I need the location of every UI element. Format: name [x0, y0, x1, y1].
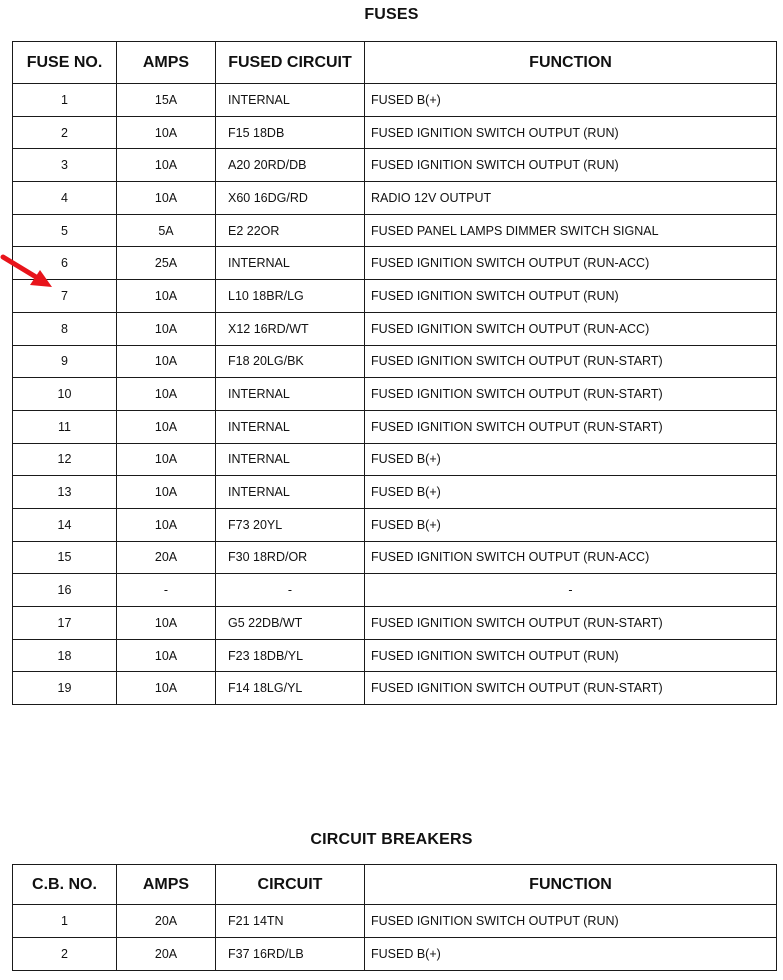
circuit-cell: F23 18DB/YL	[216, 639, 365, 672]
function-cell: FUSED IGNITION SWITCH OUTPUT (RUN-ACC)	[365, 247, 777, 280]
amps-cell: 25A	[117, 247, 216, 280]
header-circuit: CIRCUIT	[216, 865, 365, 905]
fuse-row	[13, 607, 777, 640]
header-function: FUNCTION	[365, 42, 777, 84]
function-cell: FUSED B(+)	[365, 508, 777, 541]
amps-cell: 10A	[117, 280, 216, 313]
circuit-cell: F37 16RD/LB	[216, 938, 365, 971]
number-cell: 16	[13, 574, 117, 607]
circuit-cell: INTERNAL	[216, 378, 365, 411]
function-cell: FUSED PANEL LAMPS DIMMER SWITCH SIGNAL	[365, 214, 777, 247]
circuit-breaker-row	[13, 938, 777, 971]
circuit-cell: L10 18BR/LG	[216, 280, 365, 313]
number-cell: 2	[13, 116, 117, 149]
amps-cell: 10A	[117, 508, 216, 541]
fuse-row	[13, 214, 777, 247]
circuit-cell: INTERNAL	[216, 247, 365, 280]
circuit-cell: G5 22DB/WT	[216, 607, 365, 640]
circuit-cell: F21 14TN	[216, 905, 365, 938]
fuse-row	[13, 574, 777, 607]
fuse-row	[13, 410, 777, 443]
function-cell: FUSED B(+)	[365, 84, 777, 117]
number-cell: 14	[13, 508, 117, 541]
number-cell: 1	[13, 905, 117, 938]
number-cell: 12	[13, 443, 117, 476]
number-cell: 9	[13, 345, 117, 378]
function-cell: FUSED IGNITION SWITCH OUTPUT (RUN-START)	[365, 672, 777, 705]
function-cell: FUSED B(+)	[365, 443, 777, 476]
function-cell: FUSED IGNITION SWITCH OUTPUT (RUN-ACC)	[365, 541, 777, 574]
circuit-cell: INTERNAL	[216, 84, 365, 117]
number-cell: 18	[13, 639, 117, 672]
header-cb-no: C.B. NO.	[13, 865, 117, 905]
amps-cell: 10A	[117, 476, 216, 509]
number-cell: 5	[13, 214, 117, 247]
amps-cell: 10A	[117, 378, 216, 411]
function-cell: -	[365, 574, 777, 607]
number-cell: 8	[13, 312, 117, 345]
circuit-cell: F18 20LG/BK	[216, 345, 365, 378]
amps-cell: 15A	[117, 84, 216, 117]
amps-cell: 10A	[117, 149, 216, 182]
cb-header-row	[13, 865, 777, 905]
fuse-row	[13, 84, 777, 117]
number-cell: 17	[13, 607, 117, 640]
circuit-breakers-table	[12, 864, 777, 971]
circuit-breaker-row	[13, 905, 777, 938]
function-cell: FUSED IGNITION SWITCH OUTPUT (RUN)	[365, 116, 777, 149]
number-cell: 2	[13, 938, 117, 971]
fuse-row	[13, 312, 777, 345]
circuit-breakers-title: CIRCUIT BREAKERS	[310, 831, 473, 848]
circuit-cell: E2 22OR	[216, 214, 365, 247]
amps-cell: 10A	[117, 116, 216, 149]
amps-cell: 20A	[117, 541, 216, 574]
number-cell: 4	[13, 182, 117, 215]
fuse-row	[13, 508, 777, 541]
number-cell: 13	[13, 476, 117, 509]
circuit-cell: INTERNAL	[216, 443, 365, 476]
number-cell: 11	[13, 410, 117, 443]
circuit-cell: F14 18LG/YL	[216, 672, 365, 705]
function-cell: FUSED IGNITION SWITCH OUTPUT (RUN)	[365, 149, 777, 182]
number-cell: 19	[13, 672, 117, 705]
circuit-cell: INTERNAL	[216, 410, 365, 443]
number-cell: 7	[13, 280, 117, 313]
fuse-row	[13, 345, 777, 378]
amps-cell: 10A	[117, 443, 216, 476]
circuit-cell: F73 20YL	[216, 508, 365, 541]
header-fused-circuit: FUSED CIRCUIT	[216, 42, 365, 84]
fuse-row	[13, 639, 777, 672]
amps-cell: 10A	[117, 312, 216, 345]
function-cell: FUSED IGNITION SWITCH OUTPUT (RUN-ACC)	[365, 312, 777, 345]
fuse-row	[13, 541, 777, 574]
fuse-row	[13, 378, 777, 411]
number-cell: 15	[13, 541, 117, 574]
function-cell: RADIO 12V OUTPUT	[365, 182, 777, 215]
header-function: FUNCTION	[365, 865, 777, 905]
function-cell: FUSED IGNITION SWITCH OUTPUT (RUN)	[365, 639, 777, 672]
amps-cell: 10A	[117, 639, 216, 672]
amps-cell: 5A	[117, 214, 216, 247]
header-amps: AMPS	[117, 865, 216, 905]
circuit-cell: -	[216, 574, 365, 607]
number-cell: 3	[13, 149, 117, 182]
fuse-row	[13, 443, 777, 476]
amps-cell: 10A	[117, 672, 216, 705]
amps-cell: 20A	[117, 938, 216, 971]
function-cell: FUSED B(+)	[365, 476, 777, 509]
function-cell: FUSED IGNITION SWITCH OUTPUT (RUN)	[365, 280, 777, 313]
circuit-cell: A20 20RD/DB	[216, 149, 365, 182]
function-cell: FUSED B(+)	[365, 938, 777, 971]
amps-cell: 10A	[117, 607, 216, 640]
function-cell: FUSED IGNITION SWITCH OUTPUT (RUN-START)	[365, 607, 777, 640]
fuse-row	[13, 116, 777, 149]
amps-cell: -	[117, 574, 216, 607]
header-fuse-no: FUSE NO.	[13, 42, 117, 84]
circuit-cell: F30 18RD/OR	[216, 541, 365, 574]
amps-cell: 10A	[117, 345, 216, 378]
fuse-row	[13, 247, 777, 280]
fuse-row	[13, 672, 777, 705]
function-cell: FUSED IGNITION SWITCH OUTPUT (RUN)	[365, 905, 777, 938]
circuit-cell: INTERNAL	[216, 476, 365, 509]
circuit-cell: X12 16RD/WT	[216, 312, 365, 345]
function-cell: FUSED IGNITION SWITCH OUTPUT (RUN-START)	[365, 378, 777, 411]
function-cell: FUSED IGNITION SWITCH OUTPUT (RUN-START)	[365, 410, 777, 443]
amps-cell: 10A	[117, 182, 216, 215]
number-cell: 1	[13, 84, 117, 117]
fuse-row	[13, 476, 777, 509]
number-cell: 6	[13, 247, 117, 280]
amps-cell: 20A	[117, 905, 216, 938]
function-cell: FUSED IGNITION SWITCH OUTPUT (RUN-START)	[365, 345, 777, 378]
fuse-row	[13, 149, 777, 182]
number-cell: 10	[13, 378, 117, 411]
fuse-row	[13, 280, 777, 313]
fuses-header-row	[13, 42, 777, 84]
red-arrow-icon	[0, 252, 60, 292]
fuses-title: FUSES	[364, 6, 419, 23]
header-amps: AMPS	[117, 42, 216, 84]
amps-cell: 10A	[117, 410, 216, 443]
circuit-cell: X60 16DG/RD	[216, 182, 365, 215]
fuses-table	[12, 41, 777, 705]
fuse-row	[13, 182, 777, 215]
circuit-cell: F15 18DB	[216, 116, 365, 149]
